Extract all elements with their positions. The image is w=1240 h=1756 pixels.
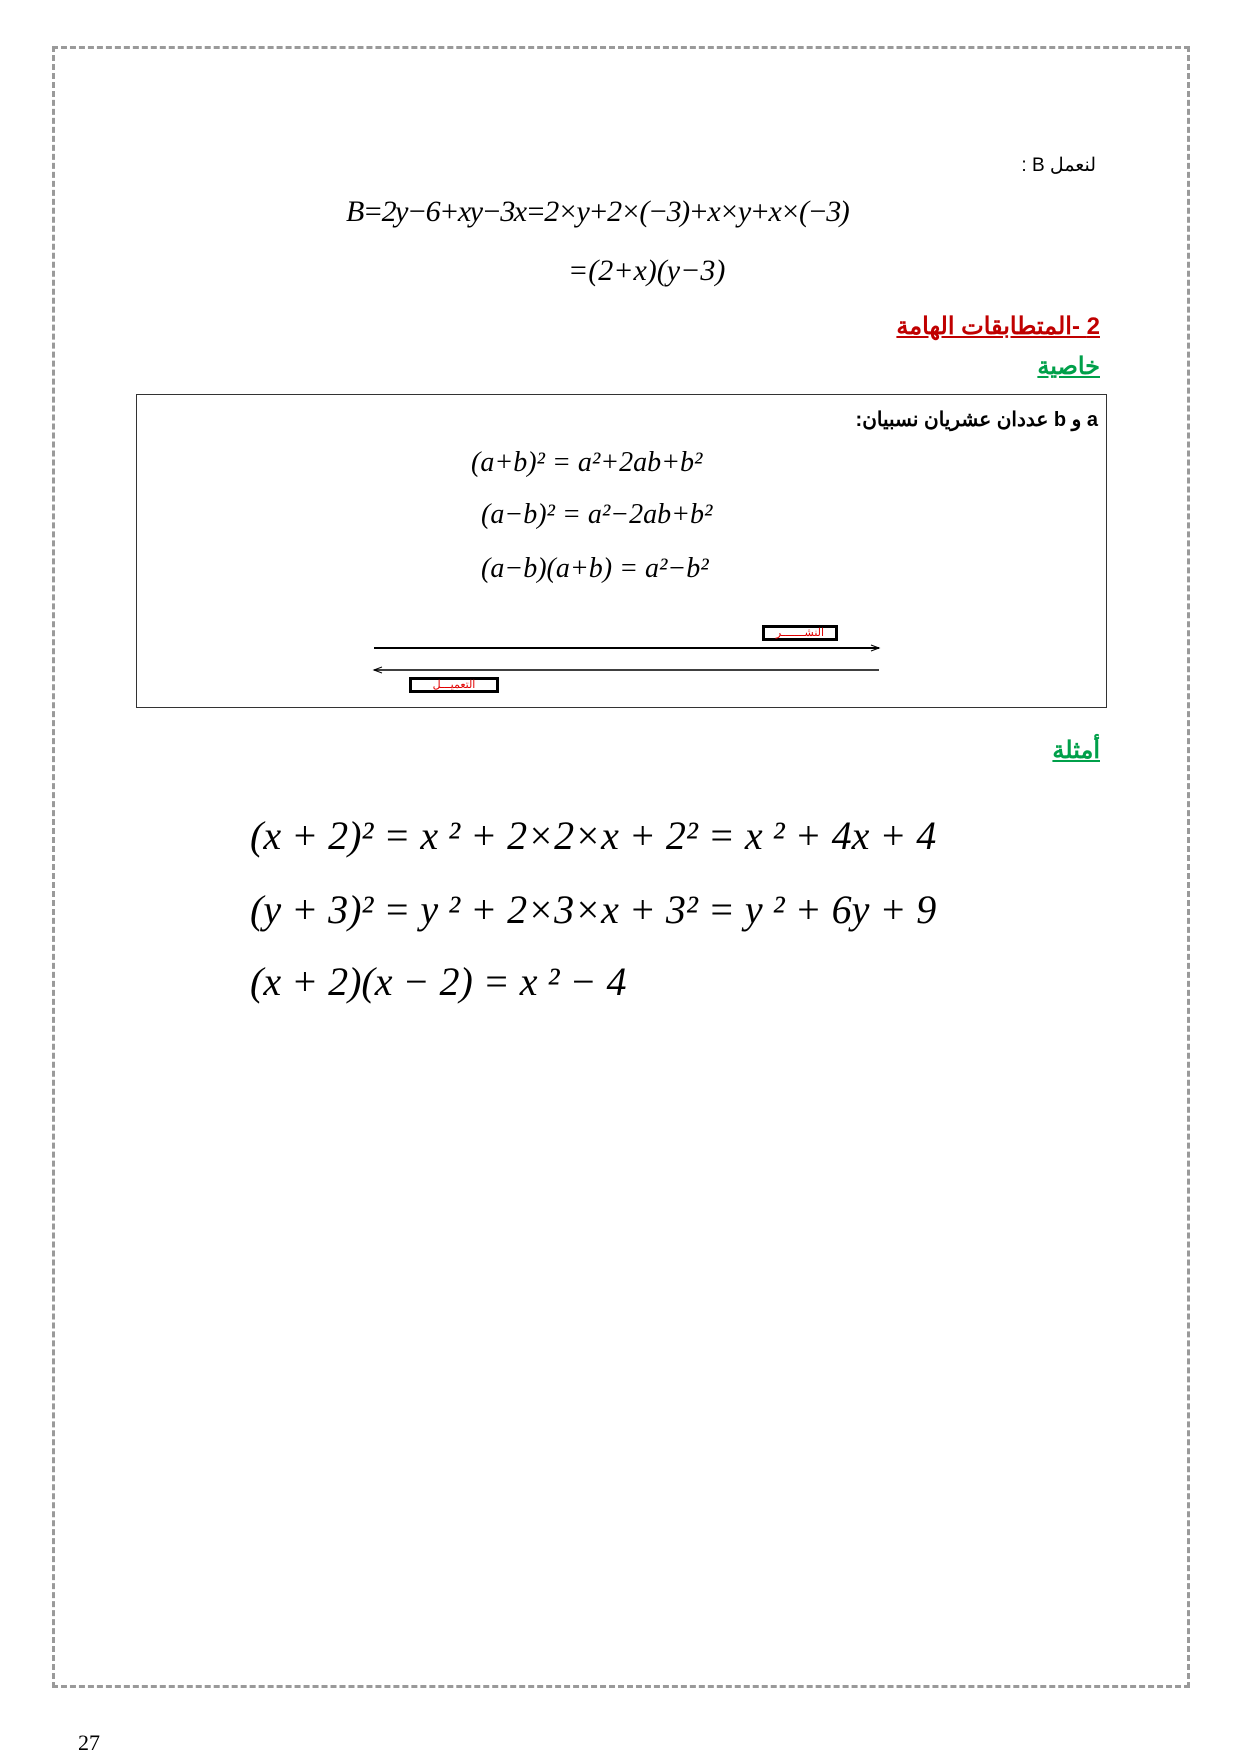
example-2: (y + 3)² = y ² + 2×3×x + 3² = y ² + 6y + 9 [250, 887, 937, 932]
example-3: (x + 2)(x − 2) = x ² − 4 [250, 959, 627, 1004]
property-title: خاصية [1037, 353, 1100, 380]
identity-difference-of-squares: (a−b)(a+b) = a²−b² [481, 553, 709, 584]
property-statement: a و b عددان عشريان نسبيان: [855, 409, 1098, 431]
expansion-label: النشـــــــر [762, 625, 838, 641]
examples-title: أمثلة [1052, 737, 1100, 764]
identity-sum-square: (a+b)² = a²+2ab+b² [471, 447, 703, 478]
page-number: 27 [78, 1730, 100, 1755]
identity-difference-square: (a−b)² = a²−2ab+b² [481, 499, 713, 530]
factor-equation-line2: =(2+x)(y−3) [568, 254, 726, 287]
factor-equation-line1: B=2y−6+xy−3x=2×y+2×(−3)+x×y+x×(−3) [346, 195, 849, 228]
factoring-label: التعميـــل [409, 677, 499, 693]
section-title: 2 -المتطابقات الهامة [896, 313, 1100, 340]
example-1: (x + 2)² = x ² + 2×2×x + 2² = x ² + 4x + 4 [250, 813, 937, 858]
page-border [52, 46, 1190, 1688]
expansion-factoring-arrows [137, 395, 1108, 709]
property-box [136, 394, 1107, 708]
intro-label: لنعمل B : [1021, 155, 1096, 176]
